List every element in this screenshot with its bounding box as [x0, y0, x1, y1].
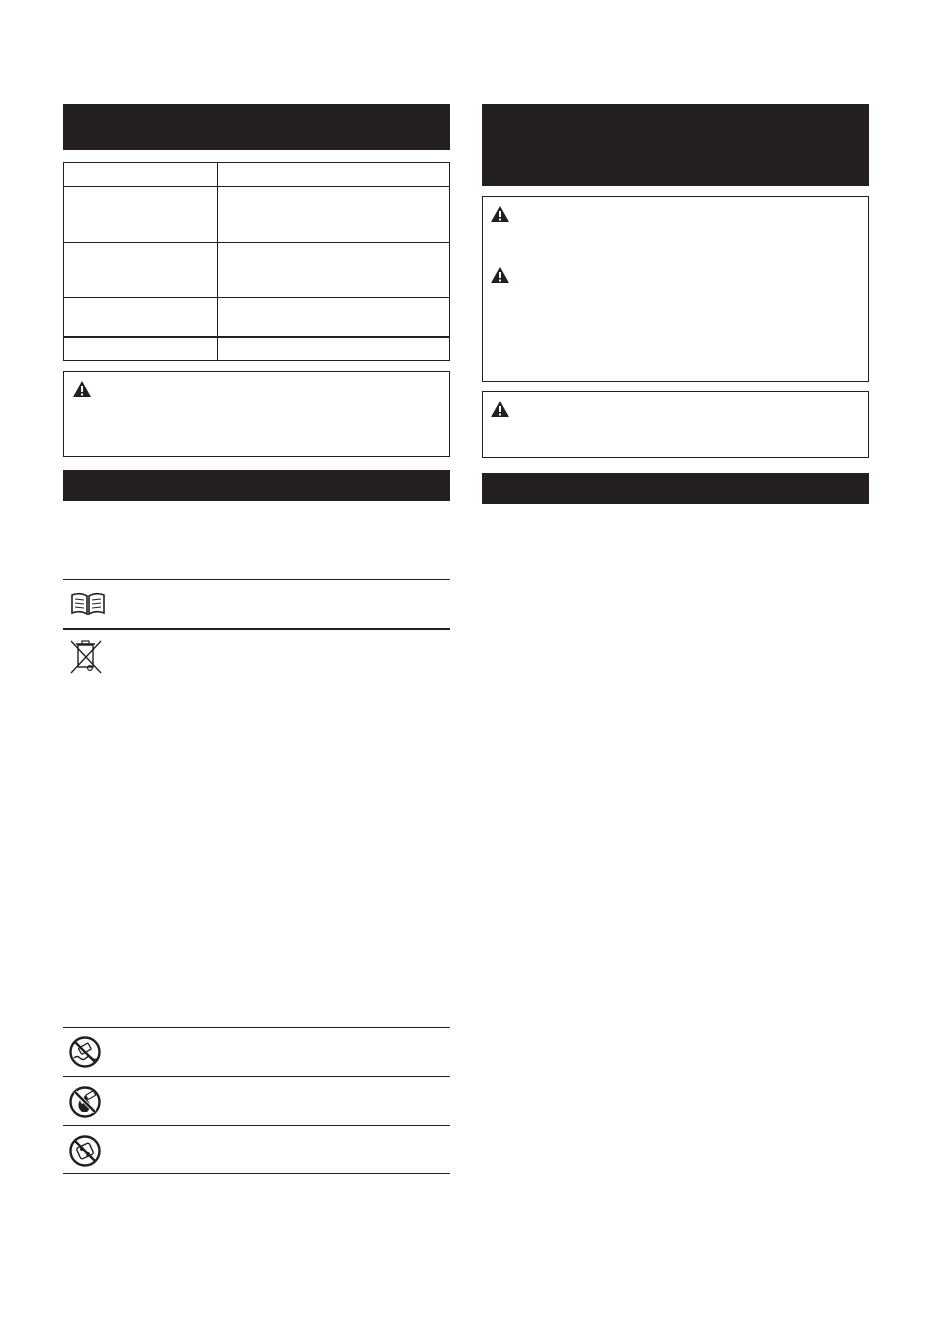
- open-book-icon: [70, 591, 106, 617]
- symbols-divider: [63, 628, 450, 630]
- warning-box: [63, 371, 450, 457]
- specifications-header-bar: [63, 104, 450, 150]
- symbols-divider: [63, 579, 450, 580]
- no-water-icon: [68, 1035, 102, 1069]
- symbols-divider: [63, 1027, 450, 1028]
- warning-box: [482, 196, 869, 382]
- symbols-divider: [63, 1173, 450, 1174]
- table-column-divider: [217, 162, 218, 361]
- symbols-divider: [63, 1125, 450, 1126]
- symbols-divider: [63, 1076, 450, 1077]
- warning-box: [482, 391, 869, 458]
- warning-triangle-icon: [490, 400, 510, 418]
- no-disassemble-icon: [68, 1134, 102, 1168]
- safety-header-bar: [482, 104, 869, 186]
- no-fire-icon: [68, 1085, 102, 1119]
- symbols-header-bar: [63, 470, 450, 501]
- table-row-divider: [63, 186, 450, 187]
- warning-triangle-icon: [490, 205, 510, 223]
- section-header-bar: [482, 473, 869, 504]
- table-frame: [63, 162, 450, 361]
- warning-triangle-icon: [72, 380, 92, 398]
- table-row-divider: [63, 336, 450, 338]
- warning-triangle-icon: [490, 266, 510, 284]
- specifications-table: [63, 162, 450, 361]
- table-row-divider: [63, 297, 450, 298]
- crossed-out-wheelie-bin-icon: [68, 637, 104, 675]
- table-row-divider: [63, 242, 450, 243]
